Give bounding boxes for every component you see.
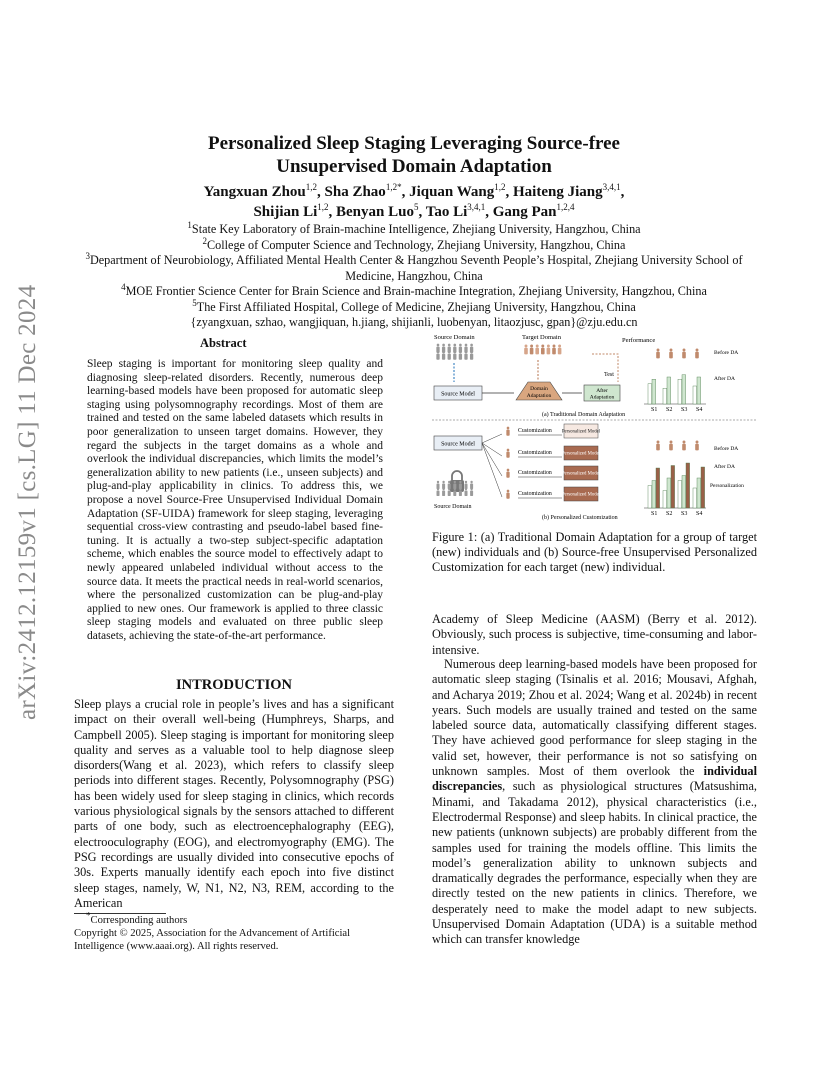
affiliation-text: The First Affiliated Hospital, College of Medicine, Zhejiang University, Hangzhou, China — [196, 299, 636, 314]
person-icon — [552, 345, 556, 355]
person-icon — [453, 481, 456, 489]
personalized-model-label: Personalized Model — [561, 451, 601, 457]
tick-label: S1 — [651, 511, 658, 517]
email-line: {zyangxuan, szhao, wangjiquan, h.jiang, shijianli, luobenyan, litaozjusc, gpan}@zju.edu.cn — [190, 315, 638, 329]
personalized-model-label: Personalized Model — [561, 471, 601, 477]
customization-label: Customization — [518, 491, 552, 497]
bar-before-s4 — [693, 488, 697, 508]
author-affiliation-marker: 1,2,4 — [556, 202, 575, 212]
author-affiliation-marker: 1,2* — [385, 182, 402, 192]
person-icon — [695, 441, 699, 451]
person-icon — [465, 481, 468, 489]
person-icon — [530, 345, 534, 355]
source-model-label: Source Model — [441, 391, 475, 398]
affiliation-marker: 5 — [192, 297, 197, 308]
customization-row — [482, 443, 601, 460]
person-icon — [459, 351, 462, 360]
person-icon — [437, 481, 440, 489]
affiliation-text: Department of Neurobiology, Affiliated Mental Health Center & Hangzhou Seventh People’s Hospital, Zhejiang University School of Medicine, Hangzhou, China — [89, 253, 743, 283]
person-icon — [453, 488, 456, 496]
fig-label-performance: Performance — [622, 337, 656, 344]
abstract-heading: Abstract — [200, 336, 247, 350]
target-person-icon — [506, 449, 509, 458]
person-icon — [524, 345, 528, 355]
legend-personalization: Personalization — [710, 483, 744, 489]
person-icon — [448, 488, 451, 496]
branch-line — [482, 434, 502, 443]
author-name: Sha Zhao — [324, 184, 386, 200]
target-person-icon — [506, 427, 509, 436]
affiliation-text: State Key Laboratory of Brain-machine Intelligence, Zhejiang University, Hangzhou, China — [191, 222, 641, 236]
author-affiliation-marker: 1,2 — [305, 182, 318, 192]
bar-before-s1 — [648, 384, 652, 404]
caption-b: (b) Personalized Customization — [542, 515, 618, 521]
customization-label: Customization — [518, 470, 552, 476]
paper-title — [70, 132, 758, 178]
after-adaptation-label: After Adaptation — [589, 388, 615, 401]
branch-line — [482, 443, 502, 476]
author-name: Jiquan Wang — [409, 184, 495, 200]
person-icon — [442, 488, 445, 496]
affiliation-text: College of Computer Science and Technology, Zhejiang University, Hangzhou, China — [207, 237, 626, 252]
bar-after-s4 — [697, 478, 701, 508]
introduction-text: Sleep plays a crucial role in people’s lives and has a significant impact on their overall well-being (Humphreys, Sharps, and Campbell 2005). Sleep staging is important for monitoring sleep quality and serves as a valuable tool to help diagnose sleep disorders(Wang et al. 2023), which refers to classify sleep periods into different stages. Recently, Polysomnography (PSG) has been widely used for sleep staging in clinics, which records various physiological signals by the sensors attached to different parts of one body, such as electroencephalography (EEG), electrooculography (EOG), and electromyography (EMG). The PSG recordings are usually divided into consecutive epochs of 30s. Experts manually identify each epoch into five distinct sleep stages, namely, W, N1, N2, N3, REM, according to the American — [74, 697, 394, 910]
person-icon — [669, 349, 673, 359]
performance-people-icon — [656, 349, 699, 359]
author-affiliation-marker: 5 — [413, 202, 419, 212]
domain-adaptation-label: Domain Adaptation — [526, 386, 552, 399]
tick-label: S3 — [681, 511, 688, 517]
person-icon — [558, 345, 562, 355]
affiliation — [70, 219, 758, 238]
right-paragraph-1: Academy of Sleep Medicine (AASM) (Berry et al. 2012). Obviously, such process is subjective, time-consuming and labor-intensive. — [432, 612, 757, 657]
target-person-icon — [506, 490, 509, 499]
title-line-2: Unsupervised Domain Adaptation — [276, 156, 552, 177]
bar-before-s2 — [663, 388, 667, 404]
person-icon — [459, 481, 462, 489]
author-line-1 — [70, 182, 758, 202]
person-icon — [436, 351, 439, 360]
bar-before-s2 — [663, 491, 667, 509]
personalized-model-label: Personalized Model — [561, 492, 601, 498]
bar-personal-s2 — [671, 466, 675, 509]
affiliations — [70, 219, 758, 331]
author-name: Gang Pan — [492, 204, 557, 220]
person-icon — [656, 349, 660, 359]
author-separator: , — [485, 204, 493, 220]
author-separator: , — [418, 204, 426, 220]
affiliation-list — [70, 219, 758, 315]
affiliation-marker: 2 — [202, 235, 208, 246]
performance-people-icon-b — [656, 441, 699, 451]
customization-rows — [482, 424, 601, 501]
customization-label: Customization — [518, 450, 552, 456]
person-icon — [470, 351, 473, 360]
author-name: Shijian Li — [253, 204, 318, 220]
source-people-icon-b — [437, 481, 474, 496]
chart-a — [644, 375, 706, 413]
tick-label: S1 — [651, 407, 658, 413]
footnote-copyright: Copyright © 2025, Association for the Advancement of Artificial Intelligence (www.aaai.org). All rights reserved. — [74, 928, 351, 952]
affiliation — [70, 281, 758, 300]
legend-before-da-b: Before DA — [714, 446, 739, 452]
person-icon — [448, 481, 451, 489]
bar-before-s3 — [678, 481, 682, 509]
person-icon — [442, 351, 445, 360]
fig-label-target-domain: Target Domain — [522, 334, 561, 341]
person-icon — [682, 441, 686, 451]
footnote-corresponding: Corresponding authors — [90, 915, 188, 926]
author-separator: , — [317, 184, 325, 200]
para2-end: , such as physiological structures (Matsushima, Minami, and Takadama 2012), physical characteristics (i.e., Electrodermal Response) and sleep habits. In clinical practice, the new patients (unknown subjects) are probably different from the samples used for training the models offline. This limits the model’s generalization ability to unknown subjects and dramatically degrades the performance, especially when they are directly tested on the new patients in clinics. Therefore, we desperately need to make the model adapt to new subjects. Unsupervised Domain Adaptation (UDA) is a suitable method which can transfer knowledge — [432, 779, 757, 947]
person-icon — [695, 349, 699, 359]
author-separator: , — [401, 184, 410, 200]
para2-bold: individual discrepancies — [432, 764, 757, 794]
para2-start: Numerous deep learning-based models have been proposed for automatic sleep staging (Tsinalis et al. 2016; Mousavi, Afghah, and Acharya 2019; Zhou et al. 2024; Wang et al. 2024b) in recent years. Such models are usually trained and tested on the same labeled source data, automatically classifying different stages. They have achieved good performance for sleep staging in the valid set, however, their performance is not so satisfying on unknown samples. Most of them overlook the — [432, 657, 757, 779]
author-affiliation-marker: 3,4,1 — [602, 182, 621, 192]
tick-label: S4 — [696, 407, 703, 413]
affiliation — [70, 297, 758, 316]
author-separator: , — [328, 204, 336, 220]
title-line-1: Personalized Sleep Staging Leveraging Source-free — [208, 133, 620, 154]
person-icon — [669, 441, 673, 451]
affiliation — [70, 250, 758, 284]
author-name: Yangxuan Zhou — [203, 184, 306, 200]
branch-line — [482, 443, 502, 456]
person-icon — [547, 345, 551, 355]
person-icon — [453, 351, 456, 360]
introduction-heading: INTRODUCTION — [175, 677, 292, 693]
affiliation — [70, 235, 758, 254]
bar-after-s4 — [697, 377, 701, 404]
bar-after-s1 — [652, 481, 656, 509]
bar-personal-s4 — [701, 467, 705, 508]
author-separator: , — [620, 184, 625, 200]
bar-after-s3 — [682, 375, 686, 404]
figure-1 — [432, 330, 756, 522]
legend-after-da-b: After DA — [714, 464, 735, 470]
right-paragraph-2 — [432, 657, 757, 948]
author-separator: , — [505, 184, 514, 200]
author-name: Benyan Luo — [336, 204, 414, 220]
fig-label-source-domain-b: Source Domain — [434, 504, 472, 510]
bar-personal-s1 — [656, 468, 660, 508]
author-affiliation-marker: 3,4,1 — [467, 202, 486, 212]
author-list — [70, 182, 758, 222]
author-affiliation-marker: 1,2 — [317, 202, 329, 212]
person-icon — [470, 488, 473, 496]
tick-label: S2 — [666, 407, 673, 413]
chart-b — [644, 463, 706, 517]
author-line-2 — [70, 202, 758, 222]
personalized-model-label: Personalized Model — [561, 429, 601, 435]
customization-row — [482, 424, 601, 443]
caption-a: (a) Traditional Domain Adaptation — [542, 412, 626, 418]
person-icon — [459, 488, 462, 496]
target-people-icon — [524, 345, 561, 355]
affiliation-marker: 1 — [187, 219, 192, 230]
bar-before-s1 — [648, 486, 652, 509]
affiliation-text: MOE Frontier Science Center for Brain Science and Brain-machine Integration, Zhejiang University, Hangzhou, China — [125, 284, 707, 298]
person-icon — [535, 345, 539, 355]
branch-line — [482, 443, 502, 497]
test-label: Test — [604, 372, 614, 378]
person-icon — [541, 345, 545, 355]
author-affiliation-marker: 1,2 — [494, 182, 506, 192]
bar-after-s3 — [682, 476, 686, 509]
target-person-icon — [506, 469, 509, 478]
source-people-icon — [436, 344, 473, 360]
arxiv-identifier: arXiv:2412.12159v1 [cs.LG] 11 Dec 2024 — [14, 284, 41, 720]
bar-personal-s3 — [686, 463, 690, 508]
abstract-text: Sleep staging is important for monitoring sleep quality and diagnosing sleep-related disorders. Recently, numerous deep learning-based models have been proposed for automatic sleep staging using polysomnography recordings. Most of them are trained and tested on the same labeled datasets which results in poor generalization to unseen target domains. However, they regard the subjects in the target domains as a whole and overlook the individual discrepancies, which limits the model’s generalization ability to new patients (i.e., unseen subjects) and plug-and-play applicability in clinics. To address this, we propose a novel Source-Free Unsupervised Individual Domain Adaptation (SF-UIDA) framework for sleep staging, leveraging sequential cross-view contrasting and pseudo-label based fine-tuning. It is actually a two-step subject-specific adaptation scheme, which enables the source model to effectively adapt to newly appeared unlabeled individual without access to the source data. It meets the practical needs in real-world scenarios, where the personalized customization can be plug-and-play applied to new ones. Our framework is applied to three classic sleep staging models and evaluated on three public sleep datasets, achieving the state-of-the-art performance. — [87, 358, 383, 642]
bar-after-s2 — [667, 478, 671, 508]
person-icon — [470, 481, 473, 489]
fig-label-source-domain: Source Domain — [434, 334, 475, 341]
bar-after-s1 — [652, 379, 656, 404]
author-name: Haiteng Jiang — [513, 184, 603, 200]
person-icon — [442, 481, 445, 489]
tick-label: S4 — [696, 511, 703, 517]
person-icon — [448, 351, 451, 360]
affiliation-marker: 4 — [121, 281, 126, 292]
bar-before-s4 — [693, 386, 697, 404]
affiliation-marker: 3 — [85, 250, 90, 261]
tick-label: S3 — [681, 407, 688, 413]
author-name: Tao Li — [425, 204, 468, 220]
footnote: *Corresponding authors Copyright © 2025, Association for the Advancement of Artificial Intelligence (www.aaai.org). All rights reserved. — [74, 914, 394, 953]
bar-after-s2 — [667, 377, 671, 404]
source-model-label-b: Source Model — [441, 441, 475, 448]
person-icon — [464, 351, 467, 360]
bar-before-s3 — [678, 379, 682, 404]
legend-after-da: After DA — [714, 376, 735, 382]
tick-label: S2 — [666, 511, 673, 517]
person-icon — [465, 488, 468, 496]
person-icon — [437, 488, 440, 496]
legend-before-da: Before DA — [714, 350, 739, 356]
figure-caption: Figure 1: (a) Traditional Domain Adaptation for a group of target (new) individuals and (b) Source-free Unsupervised Personalized Customization for each target (new) individual. — [432, 530, 757, 575]
person-icon — [656, 441, 660, 451]
lock-shackle-icon — [452, 471, 462, 480]
person-icon — [682, 349, 686, 359]
customization-label: Customization — [518, 428, 552, 434]
